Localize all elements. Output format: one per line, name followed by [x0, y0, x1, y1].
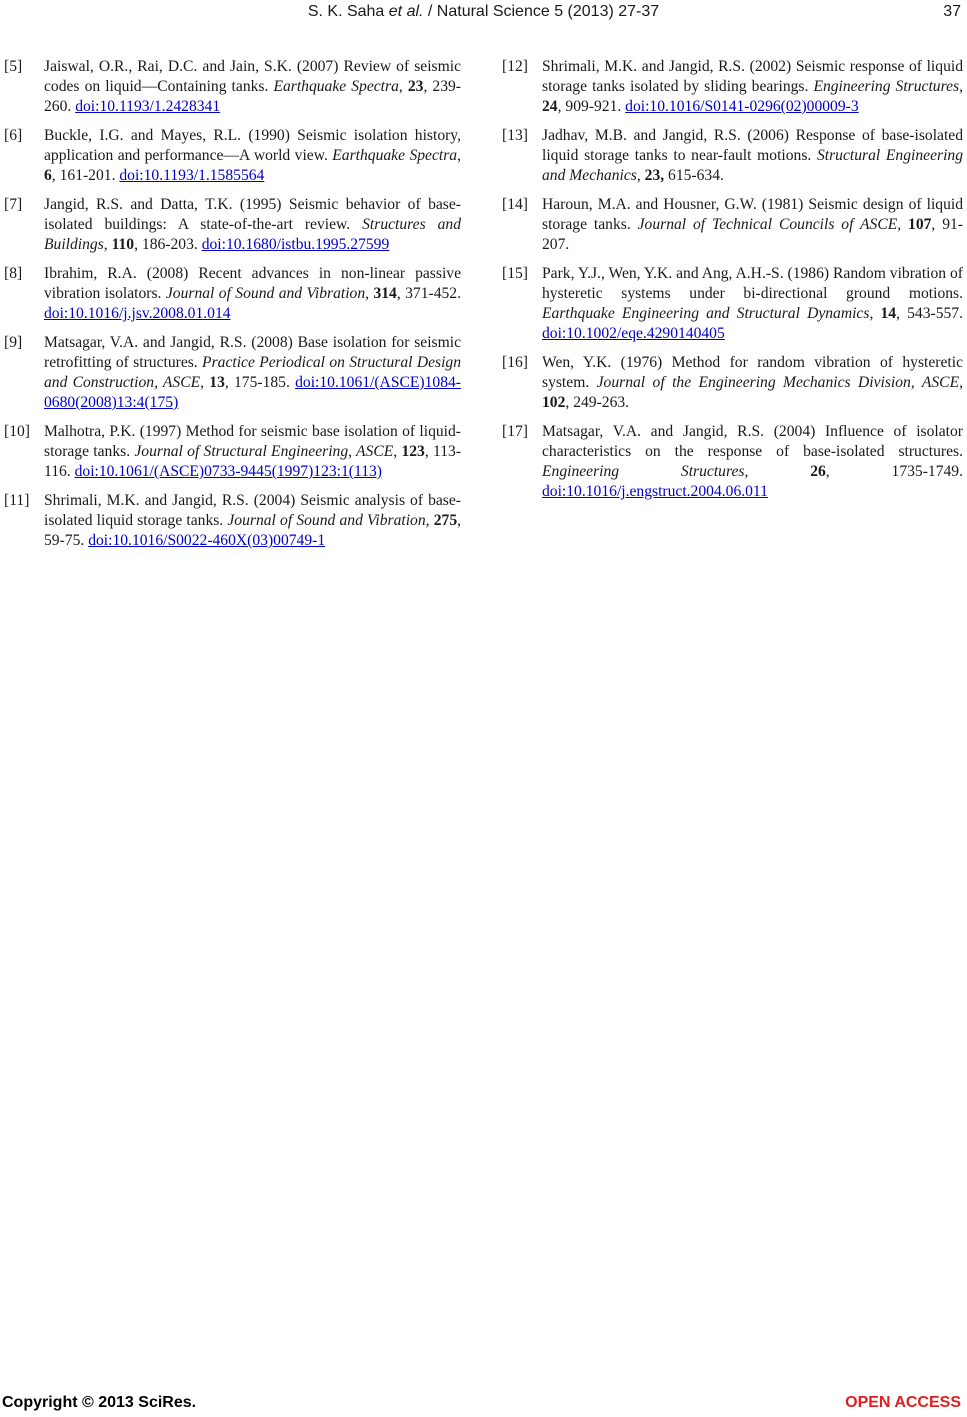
reference-pages: , 1735-1749. — [825, 463, 964, 480]
reference-entry — [4, 333, 461, 413]
reference-volume: 6 — [44, 167, 52, 184]
page-number: 37 — [943, 3, 961, 20]
reference-entry — [4, 126, 461, 186]
reference-pages: , 59-75. — [44, 512, 462, 549]
reference-pages: , 113-116. — [44, 443, 462, 480]
reference-journal: Journal of the Engineering Mechanics Division — [596, 374, 911, 391]
reference-authors-title: Ibrahim, R.A. (2008) Recent advances in non-linear passive vibration isolators. — [44, 265, 461, 302]
reference-volume: 26 — [810, 463, 826, 480]
reference-publisher: , ASCE — [910, 374, 960, 391]
reference-number: [7] — [4, 196, 23, 213]
reference-entry — [502, 264, 963, 344]
reference-text: Jaiswal, O.R., Rai, D.C. and Jain, S.K. (2007) Review of seismic codes on liquid—Containing tanks. Earthquake Spectra, 23, 239-260. doi:10.1193/1.2428341 — [44, 58, 461, 115]
reference-text: Park, Y.J., Wen, Y.K. and Ang, A.H.-S. (1986) Random vibration of hysteretic systems under bi-directional ground motions. Earthquake Engineering and Structural Dynamics, 14, 543-557. doi:10.1002/eqe.4290140405 — [542, 265, 963, 342]
reference-number: [14] — [502, 196, 528, 213]
reference-pages: 615-634. — [664, 167, 724, 184]
reference-volume: 13 — [209, 374, 225, 391]
reference-pages: , 249-263. — [565, 394, 630, 411]
reference-text: Haroun, M.A. and Housner, G.W. (1981) Seismic design of liquid storage tanks. Journal of Technical Councils of ASCE, 107, 91-207. — [542, 196, 963, 253]
reference-pages: , 543-557. — [896, 305, 963, 322]
doi-link[interactable]: doi:10.1061/(ASCE)1084-0680(2008)13:4(175) — [44, 374, 461, 411]
page-footer — [0, 1394, 967, 1414]
doi-link[interactable]: doi:10.1016/S0022-460X(03)00749-1 — [88, 532, 326, 549]
reference-authors-title: Shrimali, M.K. and Jangid, R.S. (2004) Seismic analysis of base-isolated liquid storage tanks. — [44, 492, 461, 529]
reference-authors-title: Malhotra, P.K. (1997) Method for seismic base isolation of liquid-storage tanks. — [44, 423, 461, 460]
header-journal: / Natural Science 5 (2013) 27-37 — [423, 3, 660, 20]
reference-journal: Earthquake Engineering and Structural Dynamics — [542, 305, 870, 322]
reference-text: Wen, Y.K. (1976) Method for random vibration of hysteretic system. Journal of the Engineering Mechanics Division, ASCE, 102, 249-263. — [542, 354, 964, 411]
reference-authors-title: Park, Y.J., Wen, Y.K. and Ang, A.H.-S. (1986) Random vibration of hysteretic systems under bi-directional ground motions. — [542, 265, 963, 302]
reference-journal: Earthquake Spectra — [332, 147, 458, 164]
reference-entry — [502, 126, 963, 186]
doi-link[interactable]: doi:10.1016/S0141-0296(02)00009-3 — [625, 98, 859, 115]
reference-journal: Journal of Sound and Vibration — [227, 512, 426, 529]
reference-journal: Engineering Structures — [813, 78, 960, 95]
running-header — [0, 2, 967, 24]
reference-authors-title: Jadhav, M.B. and Jangid, R.S. (2006) Response of base-isolated liquid storage tanks to near-fault motions. — [542, 127, 963, 164]
reference-pages: , 175-185. — [224, 374, 296, 391]
reference-publisher: , ASCE — [348, 443, 394, 460]
reference-journal: Structural Engineering and Mechanics — [542, 147, 963, 184]
reference-authors-title: Matsagar, V.A. and Jangid, R.S. (2008) Base isolation for seismic retrofitting of structures. — [44, 334, 461, 371]
header-authors: S. K. Saha — [307, 3, 385, 20]
reference-pages: , 371-452. — [396, 285, 462, 302]
reference-entry — [502, 353, 963, 413]
doi-link[interactable]: doi:10.1680/istbu.1995.27599 — [201, 236, 390, 253]
reference-authors-title: Buckle, I.G. and Mayes, R.L. (1990) Seismic isolation history, application and performance—A world view. — [44, 127, 461, 164]
reference-authors-title: Matsagar, V.A. and Jangid, R.S. (2004) Influence of isolator characteristics on the response of base-isolated structures. — [542, 423, 963, 460]
reference-volume: 23 — [407, 78, 424, 95]
copyright-notice: Copyright © 2013 SciRes. — [2, 1394, 197, 1411]
reference-text: Jadhav, M.B. and Jangid, R.S. (2006) Response of base-isolated liquid storage tanks to near-fault motions. Structural Engineering and Mechanics, 23, 615-634. — [542, 127, 963, 184]
reference-entry — [502, 422, 963, 502]
reference-number: [12] — [502, 58, 528, 75]
reference-text: Malhotra, P.K. (1997) Method for seismic base isolation of liquid-storage tanks. Journal of Structural Engineering, ASCE, 123, 113-116. doi:10.1061/(ASCE)0733-9445(1997)123:1(113) — [44, 423, 462, 480]
doi-link[interactable]: doi:10.1002/eqe.4290140405 — [542, 325, 725, 342]
reference-number: [9] — [4, 334, 23, 351]
reference-volume: 110 — [111, 236, 135, 253]
doi-link[interactable]: doi:10.1016/j.engstruct.2004.06.011 — [542, 483, 768, 500]
reference-authors-title: Shrimali, M.K. and Jangid, R.S. (2002) Seismic response of liquid storage tanks isolated by sliding bearings. — [542, 58, 963, 95]
reference-authors-title: Haroun, M.A. and Housner, G.W. (1981) Seismic design of liquid storage tanks. — [542, 196, 963, 233]
reference-journal: Structures and Buildings — [44, 216, 461, 253]
reference-text: Shrimali, M.K. and Jangid, R.S. (2002) Seismic response of liquid storage tanks isolated by sliding bearings. Engineering Structures, 24, 909-921. doi:10.1016/S0141-0296(02)00009-3 — [542, 58, 963, 115]
doi-link[interactable]: doi:10.1016/j.jsv.2008.01.014 — [44, 305, 231, 322]
reference-number: [6] — [4, 127, 23, 144]
reference-entry — [502, 195, 963, 255]
reference-volume: 24 — [542, 98, 558, 115]
reference-number: [17] — [502, 423, 528, 440]
open-access-label: OPEN ACCESS — [845, 1394, 961, 1411]
reference-volume: 23, — [644, 167, 665, 184]
reference-journal: Practice Periodical on Structural Design and Construction — [44, 354, 461, 391]
reference-volume: 314 — [373, 285, 397, 302]
doi-link[interactable]: doi:10.1193/1.2428341 — [75, 98, 221, 115]
reference-column-left — [4, 57, 461, 560]
reference-journal: Journal of Sound and Vibration — [165, 285, 366, 302]
reference-publisher: , ASCE — [154, 374, 201, 391]
header-etal: et al. — [388, 3, 424, 20]
reference-journal: Journal of Technical Councils of ASCE — [637, 216, 898, 233]
reference-volume: 107 — [908, 216, 932, 233]
reference-volume: 275 — [433, 512, 458, 529]
reference-entry — [502, 57, 963, 117]
reference-text: Matsagar, V.A. and Jangid, R.S. (2008) Base isolation for seismic retrofitting of structures. Practice Periodical on Structural Design and Construction, ASCE, 13, 175-185. doi:10.1061/(ASCE)1084-0680(2008)13:4(175) — [44, 334, 461, 411]
reference-text: Shrimali, M.K. and Jangid, R.S. (2004) Seismic analysis of base-isolated liquid storage tanks. Journal of Sound and Vibration, 275, 59-75. doi:10.1016/S0022-460X(03)00749-1 — [44, 492, 462, 549]
reference-authors-title: Jangid, R.S. and Datta, T.K. (1995) Seismic behavior of base-isolated buildings: A state-of-the-art review. — [44, 196, 461, 233]
reference-text: Ibrahim, R.A. (2008) Recent advances in non-linear passive vibration isolators. Journal of Sound and Vibration, 314, 371-452. doi:10.1016/j.jsv.2008.01.014 — [44, 265, 462, 322]
reference-entry — [4, 57, 461, 117]
reference-column-right — [502, 57, 963, 511]
reference-volume: 102 — [542, 394, 566, 411]
reference-text: Matsagar, V.A. and Jangid, R.S. (2004) Influence of isolator characteristics on the response of base-isolated structures. Engineering Structures, 26, 1735-1749. doi:10.1016/j.engstruct.2004.06.011 — [542, 423, 964, 500]
doi-link[interactable]: doi:10.1193/1.1585564 — [119, 167, 265, 184]
reference-journal: Engineering Structures — [542, 463, 745, 480]
reference-number: [15] — [502, 265, 528, 282]
reference-pages: , 161-201. — [51, 167, 120, 184]
reference-entry — [4, 264, 461, 324]
reference-entry — [4, 195, 461, 255]
reference-pages: , 239-260. — [44, 78, 461, 115]
reference-number: [10] — [4, 423, 30, 440]
reference-number: [13] — [502, 127, 528, 144]
reference-journal: Earthquake Spectra — [273, 78, 399, 95]
reference-number: [8] — [4, 265, 23, 282]
reference-text: Jangid, R.S. and Datta, T.K. (1995) Seismic behavior of base-isolated buildings: A state-of-the-art review. Structures and Buildings, 110, 186-203. doi:10.1680/istbu.1995.27599 — [44, 196, 461, 253]
reference-pages: , 909-921. — [557, 98, 626, 115]
reference-journal: Journal of Structural Engineering — [134, 443, 349, 460]
reference-number: [16] — [502, 354, 528, 371]
reference-text: Buckle, I.G. and Mayes, R.L. (1990) Seismic isolation history, application and performance—A world view. Earthquake Spectra, 6, 161-201. doi:10.1193/1.1585564 — [44, 127, 461, 184]
reference-pages: , 186-203. — [134, 236, 202, 253]
reference-pages: , 91-207. — [542, 216, 963, 253]
reference-volume: 14 — [880, 305, 897, 322]
running-title — [0, 3, 967, 21]
doi-link[interactable]: doi:10.1061/(ASCE)0733-9445(1997)123:1(113) — [74, 463, 382, 480]
reference-volume: 123 — [401, 443, 425, 460]
reference-authors-title: Wen, Y.K. (1976) Method for random vibration of hysteretic system. — [542, 354, 963, 391]
reference-entry — [4, 491, 461, 551]
reference-number: [11] — [4, 492, 30, 509]
reference-entry — [4, 422, 461, 482]
reference-authors-title: Jaiswal, O.R., Rai, D.C. and Jain, S.K. (2007) Review of seismic codes on liquid—Containing tanks. — [44, 58, 461, 95]
reference-number: [5] — [4, 58, 23, 75]
